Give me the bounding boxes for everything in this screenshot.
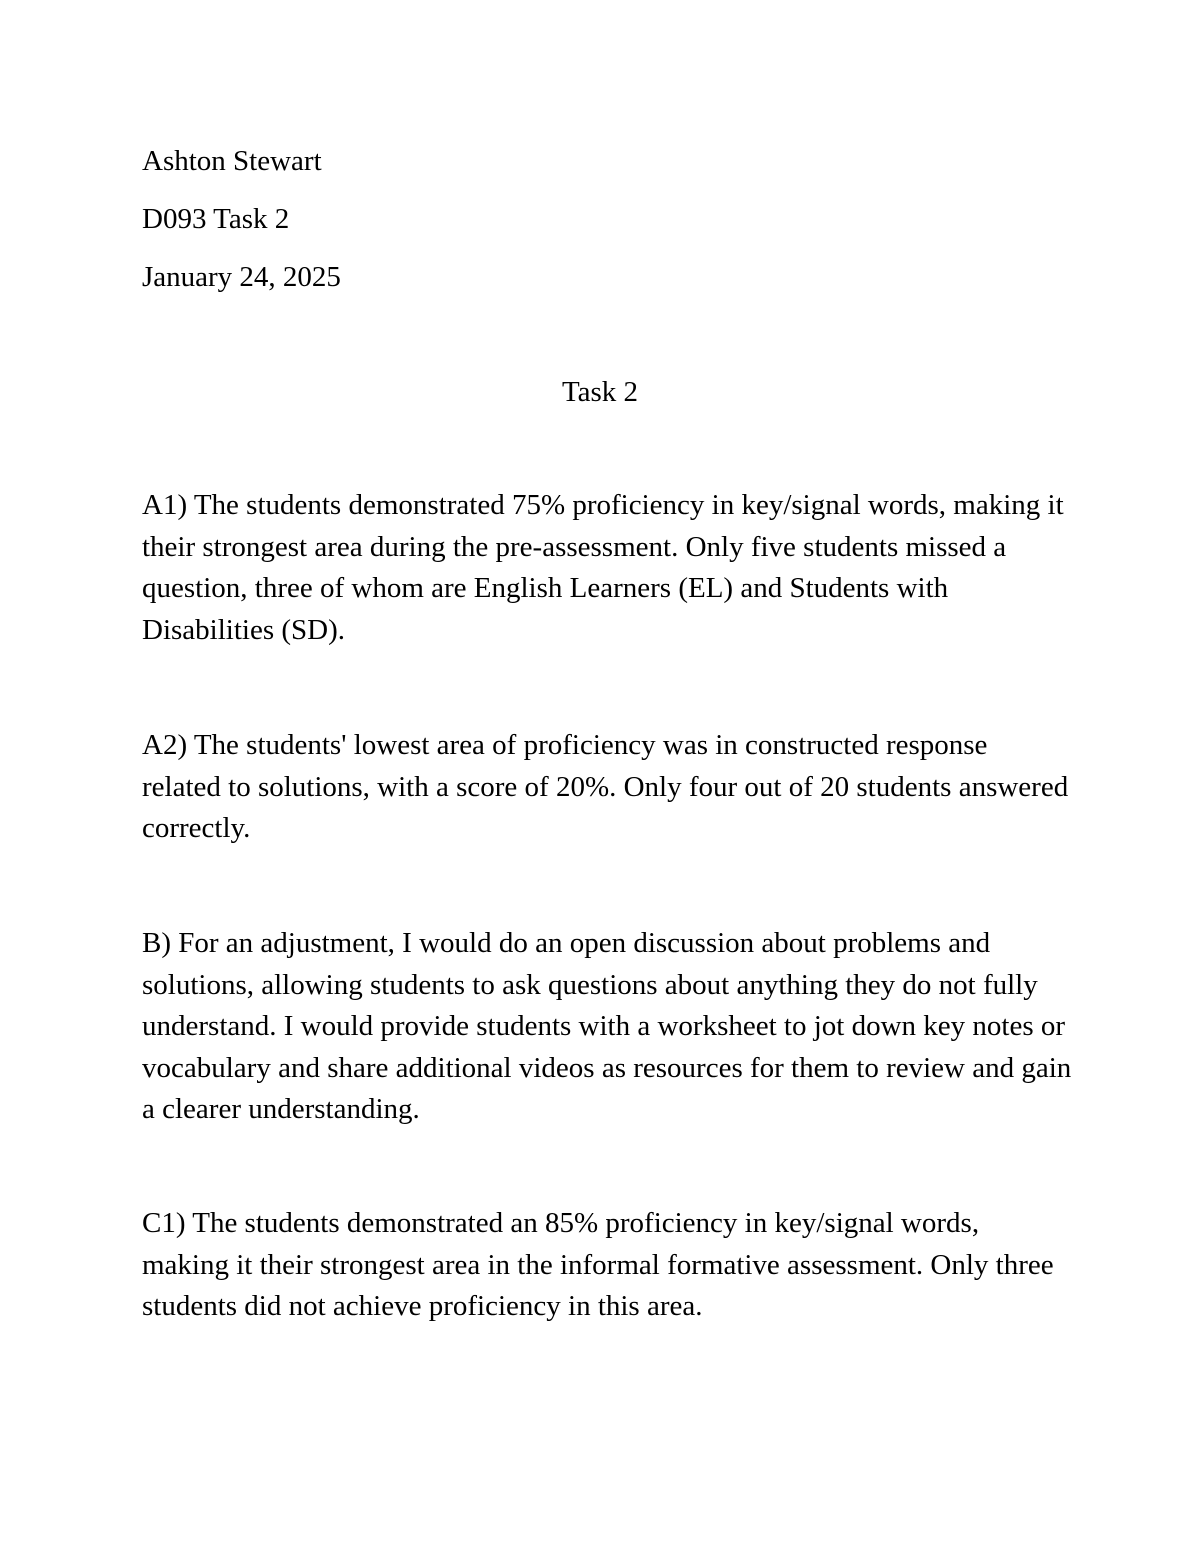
paragraph-b: B) For an adjustment, I would do an open discussion about problems and solutions, allowing students to ask questions about anything they do not fully understand. I would provide students with a worksheet to jot down key notes or vocabulary and share additional videos as resources for them to review and gain a clearer understanding.: [142, 927, 1072, 1125]
paragraph-a1: A1) The students demonstrated 75% proficiency in key/signal words, making it their strongest area during the pre-assessment. Only five students missed a question, three of whom are English Learners (EL) and Students with Disabilities (SD).: [142, 489, 1064, 646]
document-date: January 24, 2025: [142, 261, 341, 293]
course-task-label: D093 Task 2: [142, 203, 290, 235]
author-name: Ashton Stewart: [142, 145, 322, 177]
paragraph-a2: A2) The students' lowest area of proficiency was in constructed response related to solutions, with a score of 20%. Only four out of 20 students answered correctly.: [142, 729, 1069, 844]
document-title: Task 2: [561, 376, 639, 408]
paragraph-c1: C1) The students demonstrated an 85% proficiency in key/signal words, making it their strongest area in the informal formative assessment. Only three students did not achieve proficiency in this area.: [142, 1207, 1054, 1322]
